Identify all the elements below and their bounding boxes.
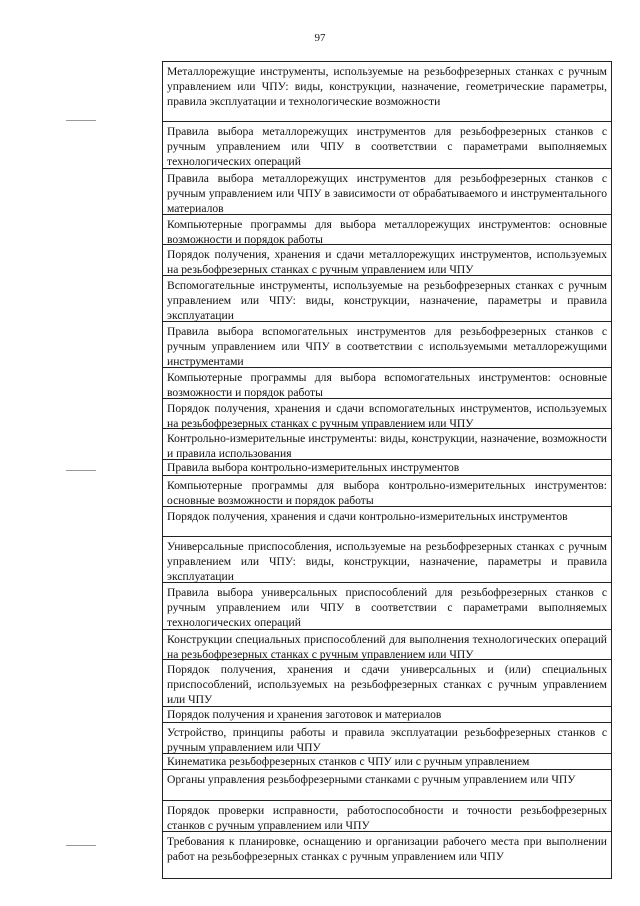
page-number: 97 [314,32,326,44]
table-row: Кинематика резьбофрезерных станков с ЧПУ или с ручным управлением [163,754,611,770]
table-row: Органы управления резьбофрезерными станками с ручным управлением или ЧПУ [163,770,611,801]
table-row: Компьютерные программы для выбора вспомогательных инструментов: основные возможности и порядок работы [163,368,611,399]
margin-mark [66,845,96,846]
table-row: Конструкции специальных приспособлений для выполнения технологических операций на резьбофрезерных станках с ручным управлением или ЧПУ [163,630,611,660]
table-row: Правила выбора вспомогательных инструментов для резьбофрезерных станков с ручным управлением или ЧПУ в соответствии с используемыми металлорежущими инструментами [163,322,611,368]
table-row: Компьютерные программы для выбора металлорежущих инструментов: основные возможности и порядок работы [163,215,611,245]
table-row: Универсальные приспособления, используемые на резьбофрезерных станках с ручным управлением или ЧПУ: виды, конструкции, назначение, параметры и правила эксплуатации [163,537,611,583]
margin-mark [66,120,96,121]
table-row: Контрольно-измерительные инструменты: виды, конструкции, назначение, возможности и правила использования [163,429,611,460]
table-row: Правила выбора контрольно-измерительных инструментов [163,460,611,476]
table-row: Металлорежущие инструменты, используемые на резьбофрезерных станках с ручным управлением или ЧПУ: виды, конструкции, назначение, геометрические параметры, правила эксплуатации и технологические возможности [163,62,611,122]
margin-mark [66,470,96,471]
table-row: Правила выбора металлорежущих инструментов для резьбофрезерных станков с ручным управлением или ЧПУ в соответствии с параметрами выполняемых технологических операций [163,122,611,169]
table-row: Требования к планировке, оснащению и организации рабочего места при выполнении работ на резьбофрезерных станках с ручным управлением или ЧПУ [163,832,611,879]
table-row: Порядок получения, хранения и сдачи вспомогательных инструментов, используемых на резьбофрезерных станках с ручным управлением или ЧПУ [163,399,611,429]
table-row: Вспомогательные инструменты, используемые на резьбофрезерных станках с ручным управлением или ЧПУ: виды, конструкции, назначение, параметры и правила эксплуатации [163,276,611,322]
table-row: Порядок проверки исправности, работоспособности и точности резьбофрезерных станков с ручным управлением или ЧПУ [163,801,611,832]
table-row: Устройство, принципы работы и правила эксплуатации резьбофрезерных станков с ручным управлением или ЧПУ [163,723,611,754]
table-row: Порядок получения и хранения заготовок и материалов [163,707,611,723]
table-row: Правила выбора металлорежущих инструментов для резьбофрезерных станков с ручным управлением или ЧПУ в зависимости от обрабатываемого и инструментального материалов [163,169,611,215]
table-row: Правила выбора универсальных приспособлений для резьбофрезерных станков с ручным управлением или ЧПУ в соответствии с параметрами выполняемых технологических операций [163,583,611,630]
table-row: Компьютерные программы для выбора контрольно-измерительных инструментов: основные возможности и порядок работы [163,476,611,507]
table-row: Порядок получения, хранения и сдачи универсальных и (или) специальных приспособлений, используемых на резьбофрезерных станках с ручным управлением или ЧПУ [163,660,611,707]
table-row: Порядок получения, хранения и сдачи металлорежущих инструментов, используемых на резьбофрезерных станках с ручным управлением или ЧПУ [163,245,611,276]
knowledge-table [162,61,612,879]
table-row: Порядок получения, хранения и сдачи контрольно-измерительных инструментов [163,507,611,537]
